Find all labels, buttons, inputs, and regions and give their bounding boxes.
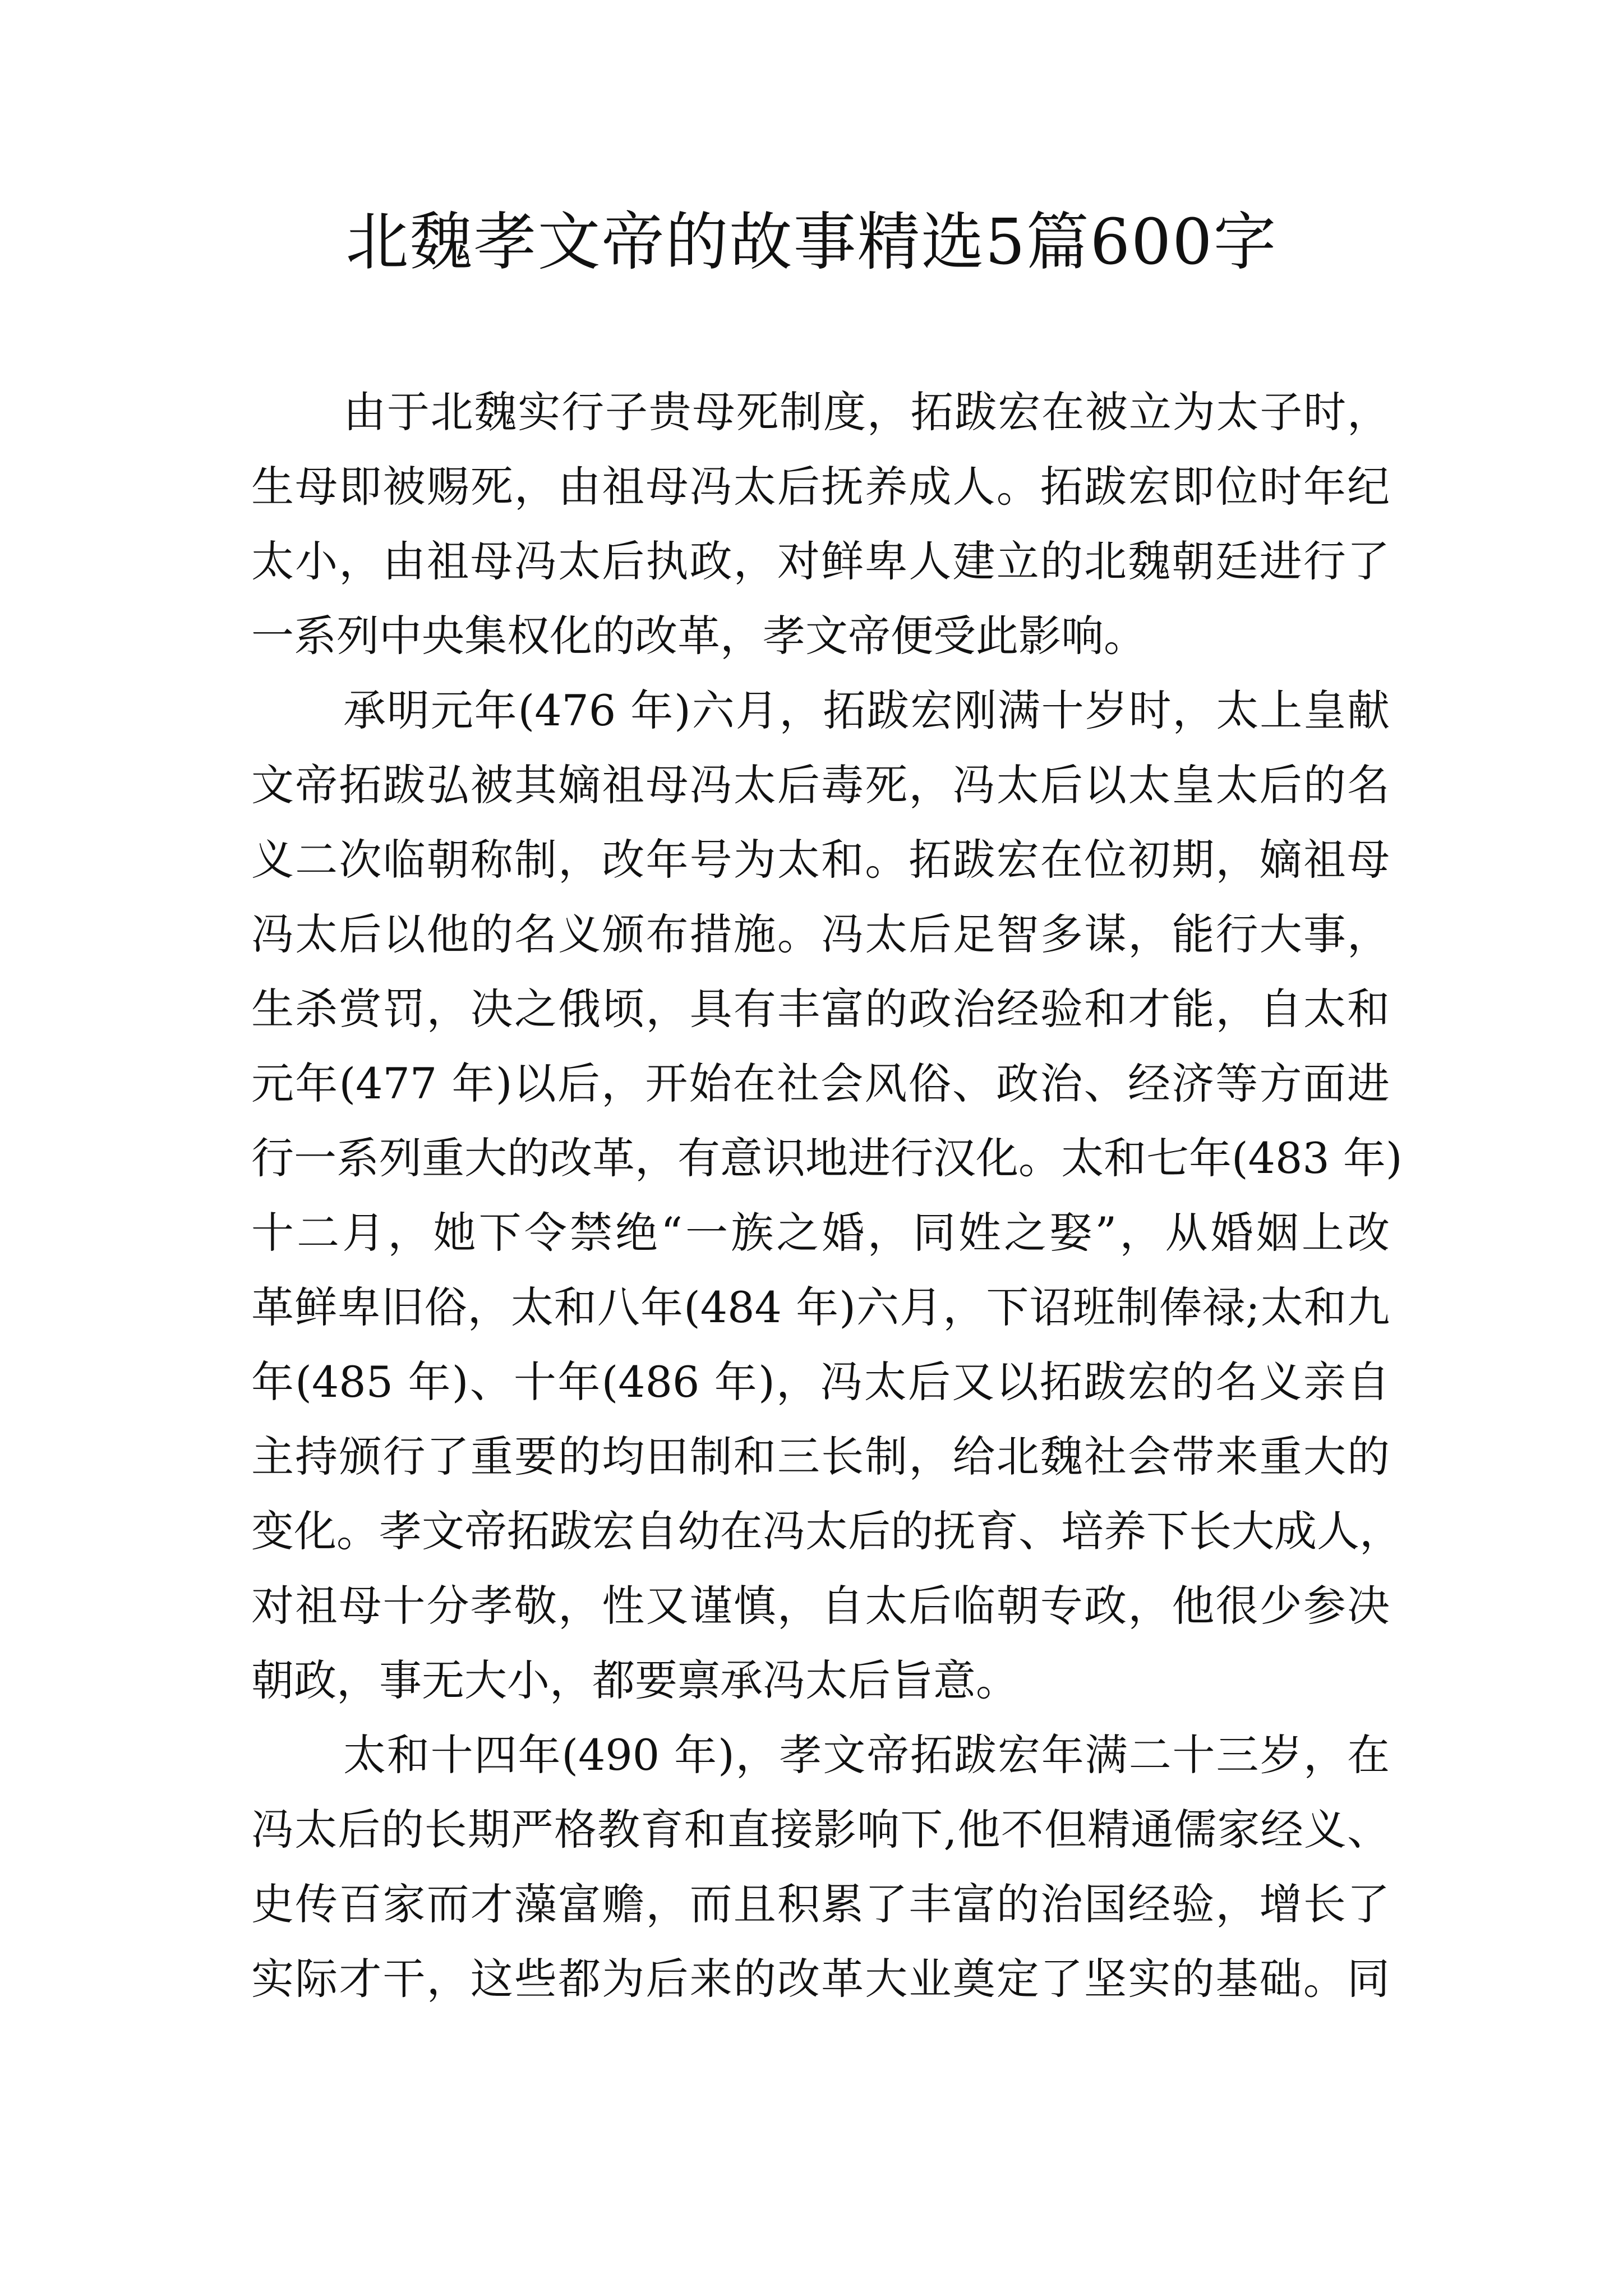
text-line: 文帝拓跋弘被其嫡祖母冯太后毒死，冯太后以太皇太后的名 (251, 760, 1390, 810)
text-line: 生母即被赐死，由祖母冯太后抚养成人。拓跋宏即位时年纪 (251, 462, 1390, 512)
text-line: 义二次临朝称制，改年号为太和。拓跋宏在位初期，嫡祖母 (251, 835, 1390, 885)
text-line: 革鲜卑旧俗，太和八年(484 年)六月，下诏班制俸禄;太和九 (251, 1282, 1390, 1332)
text-line: 太小，由祖母冯太后执政，对鲜卑人建立的北魏朝廷进行了 (251, 536, 1390, 586)
text-line: 生杀赏罚，决之俄顷，具有丰富的政治经验和才能，自太和 (251, 984, 1390, 1034)
text-line: 十二月，她下令禁绝“一族之婚，同姓之娶”，从婚姻上改 (251, 1208, 1390, 1258)
text-line: 由于北魏实行子贵母死制度，拓跋宏在被立为太子时， (343, 387, 1390, 437)
text-line: 年(485 年)、十年(486 年)，冯太后又以拓跋宏的名义亲自 (251, 1357, 1390, 1407)
text-line: 行一系列重大的改革，有意识地进行汉化。太和七年(483 年) (251, 1133, 1403, 1183)
text-line: 变化。孝文帝拓跋宏自幼在冯太后的抚育、培养下长大成人， (251, 1506, 1402, 1556)
text-line: 一系列中央集权化的改革，孝文帝便受此影响。 (251, 611, 1146, 661)
text-line: 史传百家而才藻富赡，而且积累了丰富的治国经验，增长了 (251, 1879, 1390, 1929)
text-line: 冯太后以他的名义颁布措施。冯太后足智多谋，能行大事， (251, 909, 1390, 959)
document-body (251, 375, 1403, 2016)
text-line: 元年(477 年)以后，开始在社会风俗、政治、经济等方面进 (251, 1059, 1390, 1108)
text-line: 承明元年(476 年)六月，拓跋宏刚满十岁时，太上皇献 (343, 685, 1390, 735)
text-line: 对祖母十分孝敬，性又谨慎，自太后临朝专政，他很少参决 (251, 1581, 1390, 1631)
text-line: 朝政，事无大小，都要禀承冯太后旨意。 (251, 1655, 1018, 1705)
text-line: 太和十四年(490 年)，孝文帝拓跋宏年满二十三岁，在 (343, 1730, 1390, 1780)
text-line: 冯太后的长期严格教育和直接影响下,他不但精通儒家经义、 (251, 1805, 1390, 1855)
text-line: 主持颁行了重要的均田制和三长制，给北魏社会带来重大的 (251, 1432, 1390, 1481)
page-title: 北魏孝文帝的故事精选5篇600字 (345, 206, 1278, 279)
text-line: 实际才干，这些都为后来的改革大业奠定了坚实的基础。同 (251, 1954, 1390, 2004)
